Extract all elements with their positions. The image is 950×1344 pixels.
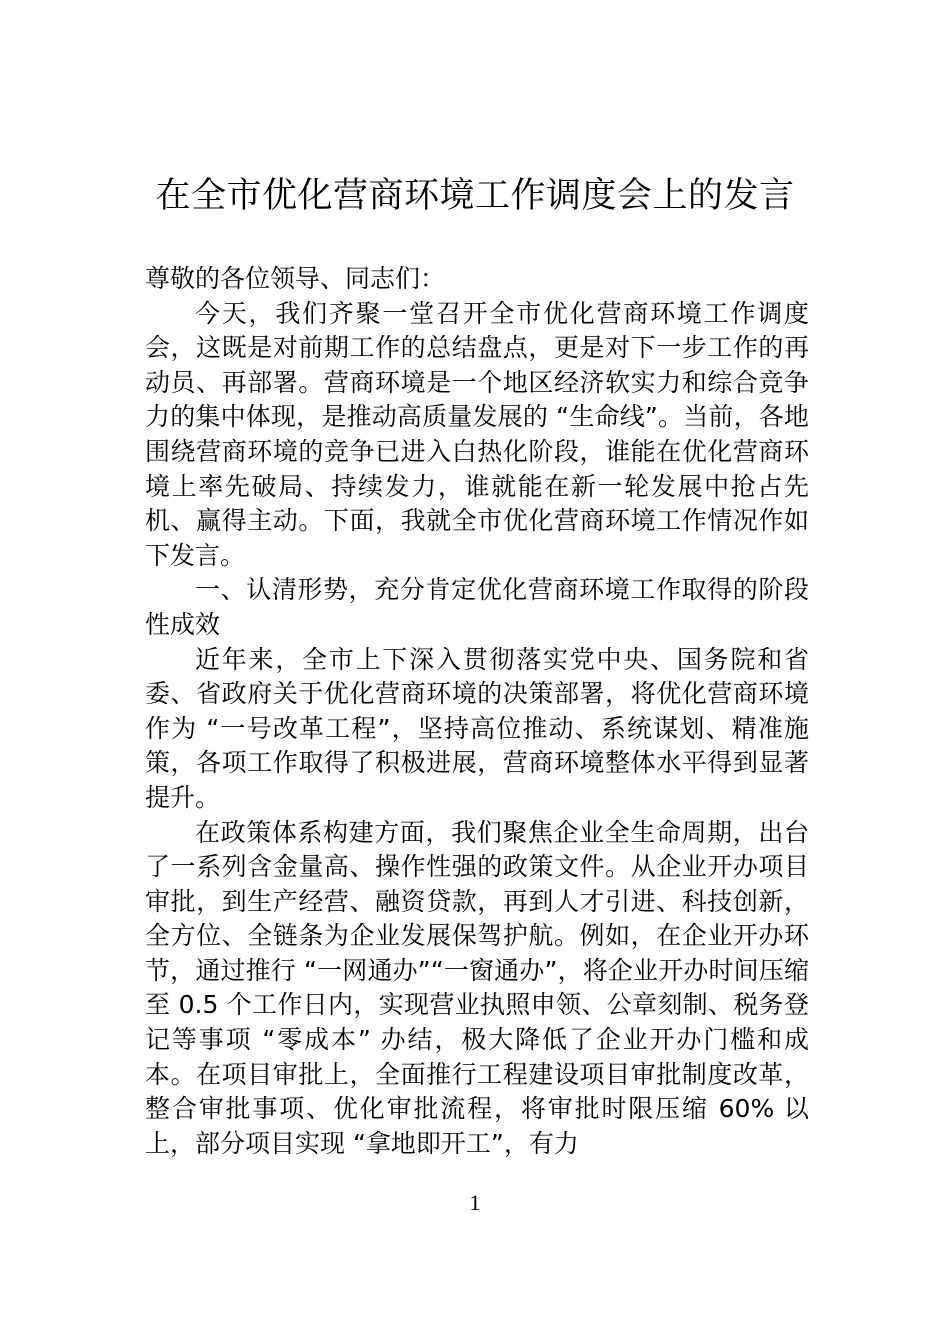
- paragraph-intro: 今天，我们齐聚一堂召开全市优化营商环境工作调度会，这既是对前期工作的总结盘点，更是对下一步工作的再动员、再部署。营商环境是一个地区经济软实力和综合竞争力的集中体现，是推动高质量发展的 “生命线”。当前，各地围绕营商环境的竞争已进入白热化阶段，谁能在优化营商环境上率先破局、持续发力，谁就能在新一轮发展中抢占先机、赢得主动。下面，我就全市优化营商环境工作情况作如下发言。: [145, 298, 809, 570]
- salutation: 尊敬的各位领导、同志们：: [145, 264, 446, 293]
- page-number: 1: [469, 1190, 481, 1215]
- document-body: [145, 262, 809, 1161]
- paragraph-policy-system: 在政策体系构建方面，我们聚焦企业全生命周期，出台了一系列含金量高、操作性强的政策文件。从企业开办项目审批，到生产经营、融资贷款，再到人才引进、科技创新，全方位、全链条为企业发展保驾护航。例如，在企业开办环节，通过推行 “一网通办”“一窗通办”，将企业开办时间压缩至 0.5 个工作日内，实现营业执照申领、公章刻制、税务登记等事项 “零成本” 办结，极大降低了企业开办门槛和成本。在项目审批上，全面推行工程建设项目审批制度改革，整合审批事项、优化审批流程，将审批时限压缩 60% 以上，部分项目实现 “拿地即开工”，有力: [145, 817, 809, 1158]
- paragraph-achievements: 近年来，全市上下深入贯彻落实党中央、国务院和省委、省政府关于优化营商环境的决策部署，将优化营商环境作为 “一号改革工程”，坚持高位推动、系统谋划、精准施策，各项工作取得了积极进展，营商环境整体水平得到显著提升。: [145, 644, 809, 812]
- section-heading-1: 一、认清形势，充分肯定优化营商环境工作取得的阶段性成效: [145, 575, 809, 639]
- document-title: 在全市优化营商环境工作调度会上的发言: [155, 176, 795, 216]
